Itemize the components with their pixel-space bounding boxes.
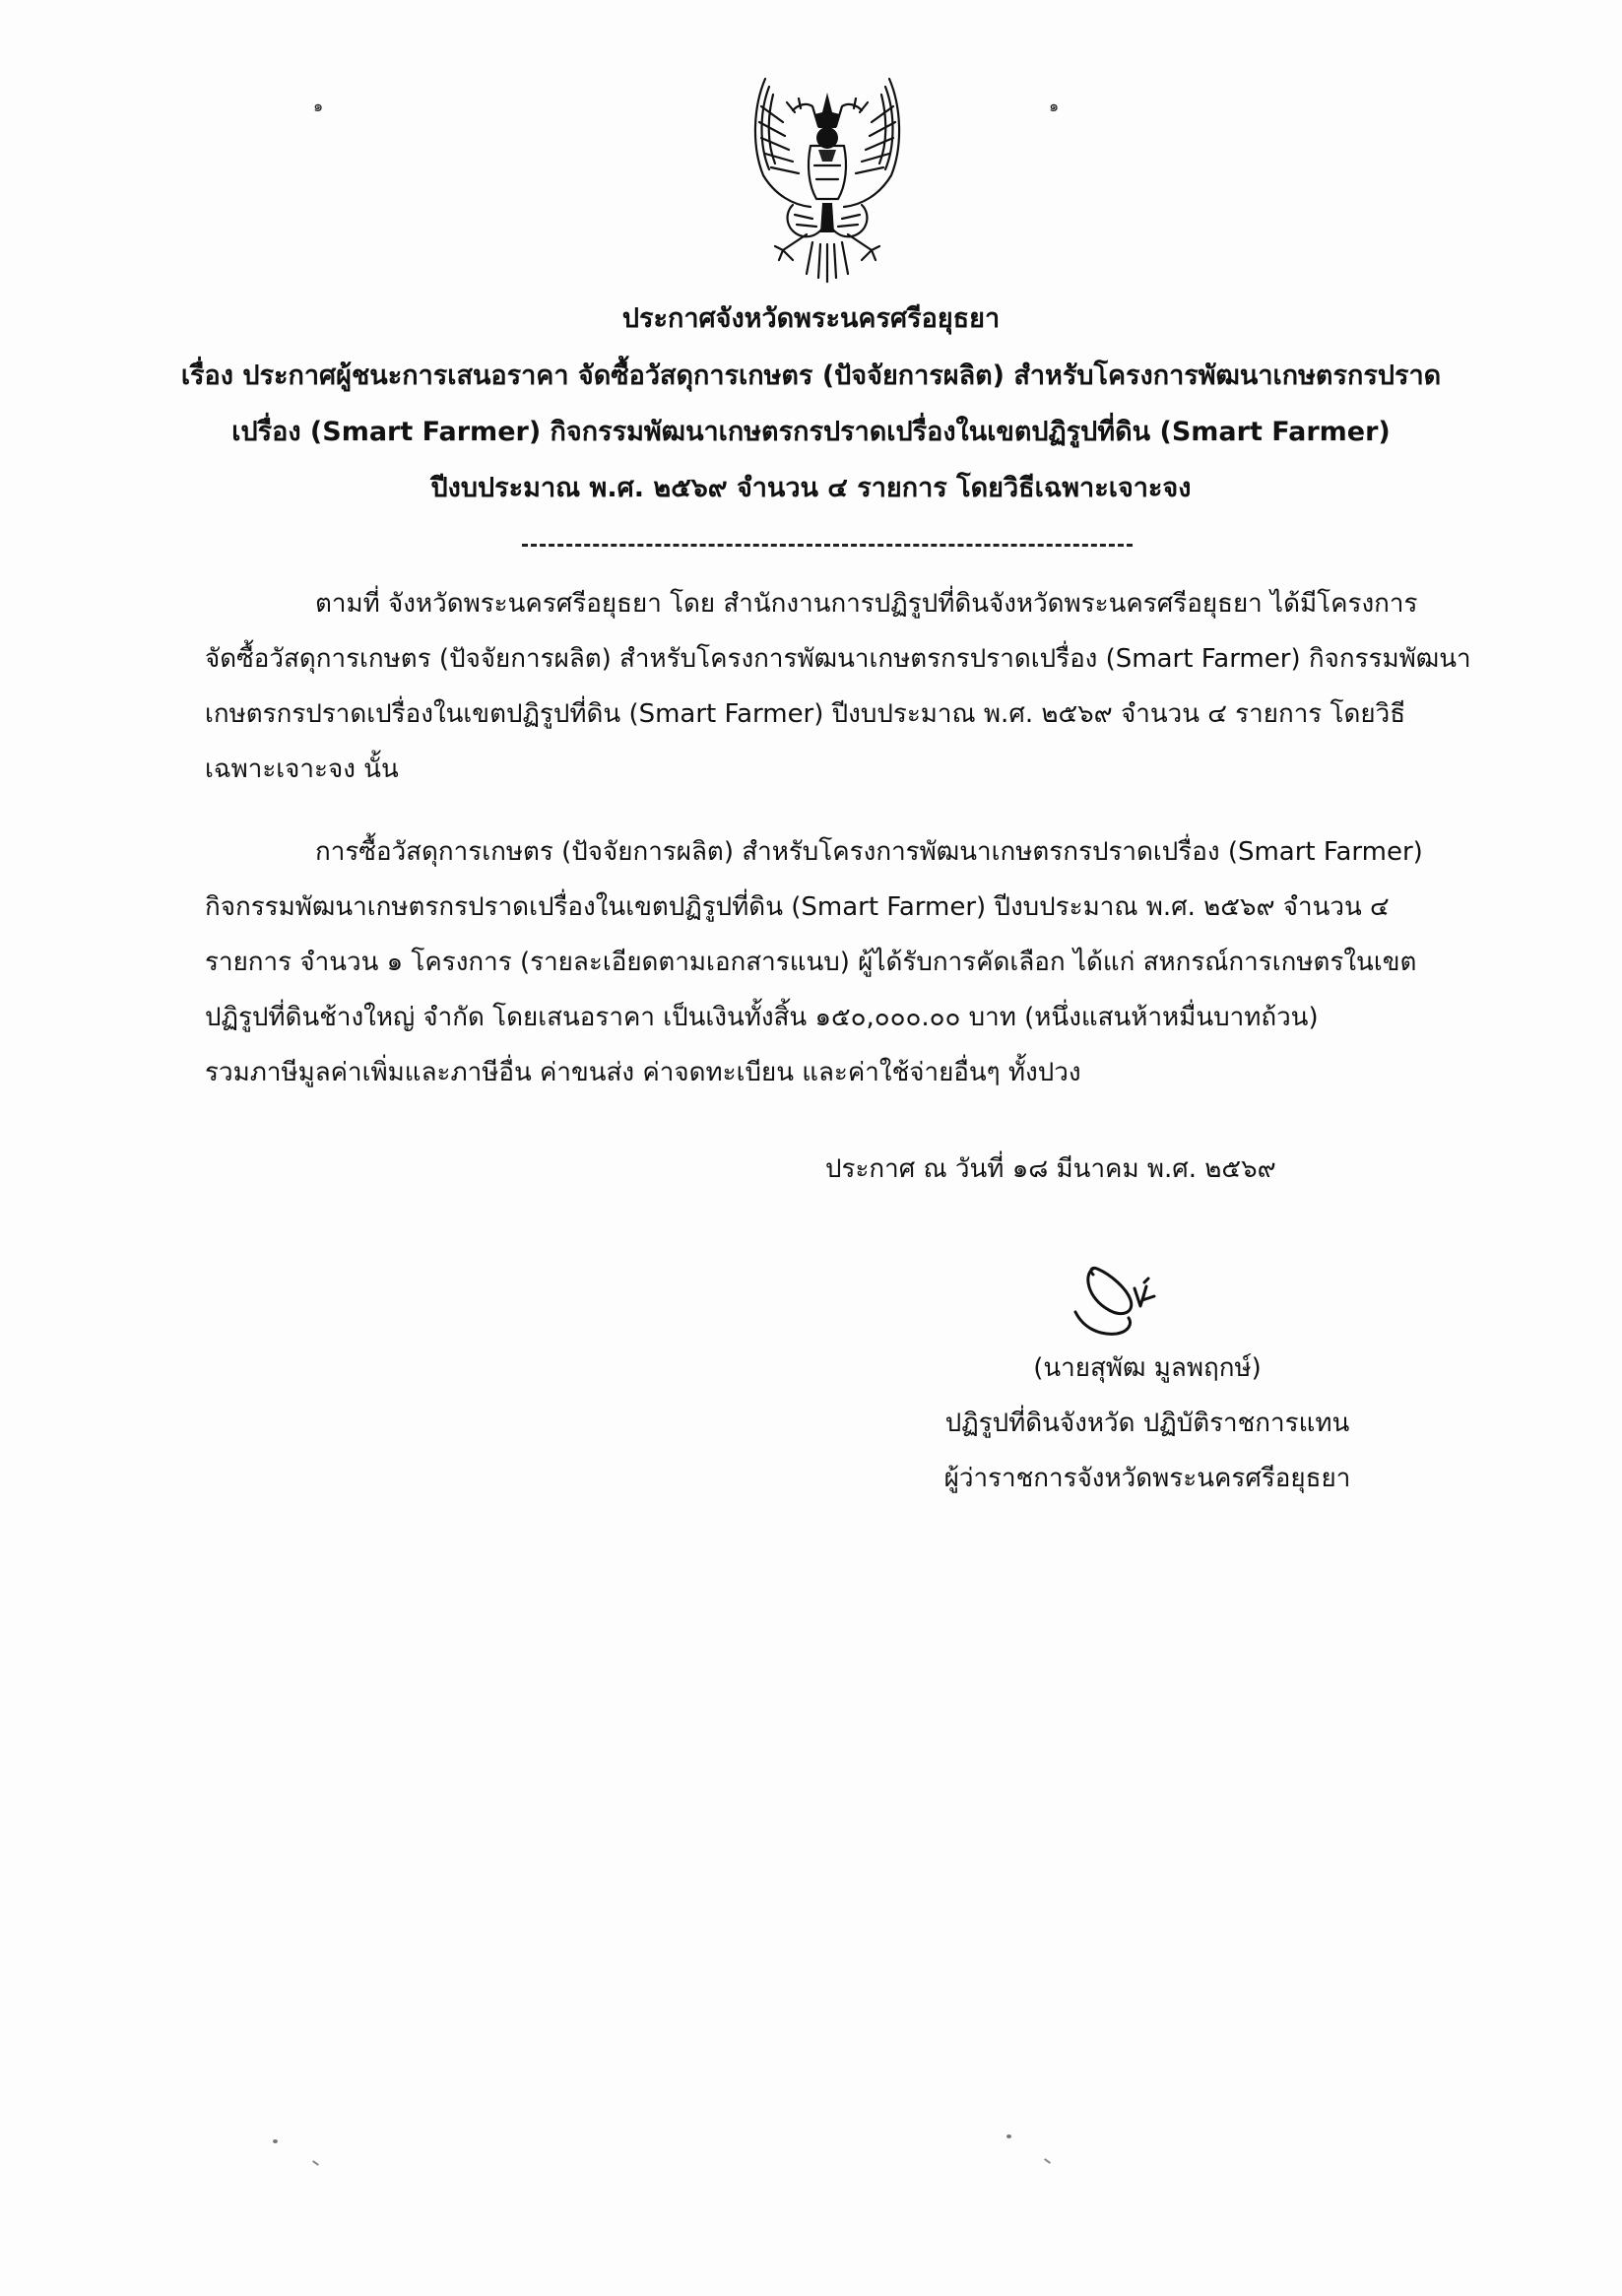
paragraph-1-line-4: เฉพาะเจาะจง นั้น: [205, 754, 399, 784]
paragraph-1-line-1: ตามที่ จังหวัดพระนครศรีอยุธยา โดย สำนักงานการปฏิรูปที่ดินจังหวัดพระนครศรีอยุธยา ได้มีโครงการ: [315, 589, 1418, 619]
signatory-name: (นายสุพัฒ มูลพฤกษ์): [1033, 1353, 1262, 1383]
scan-speck: [273, 2139, 278, 2143]
scan-speck: [1044, 2158, 1051, 2164]
signatory-position-2: ผู้ว่าราชการจังหวัดพระนครศรีอยุธยา: [943, 1464, 1351, 1493]
scan-speck: [1006, 2134, 1011, 2138]
paragraph-1-line-2: จัดซื้อวัสดุการเกษตร (ปัจจัยการผลิต) สำหรับโครงการพัฒนาเกษตรกรปราดเปรื่อง (Smart Farmer) กิจกรรมพัฒนา: [205, 644, 1471, 674]
handwritten-signature-icon: [1073, 1261, 1182, 1340]
subject-line-2: เปรื่อง (Smart Farmer) กิจกรรมพัฒนาเกษตรกรปราดเปรื่องในเขตปฏิรูปที่ดิน (Smart Farmer): [231, 417, 1391, 447]
paragraph-2-line-3: รายการ จำนวน ๑ โครงการ (รายละเอียดตามเอกสารแนบ) ผู้ได้รับการคัดเลือก ได้แก่ สหกรณ์การเกษตรในเขต: [205, 948, 1417, 977]
page-mark-right: ๑: [1049, 97, 1060, 115]
page-mark-left: ๑: [313, 97, 324, 115]
paragraph-2-line-5: รวมภาษีมูลค่าเพิ่มและภาษีอื่น ค่าขนส่ง ค่าจดทะเบียน และค่าใช้จ่ายอื่นๆ ทั้งปวง: [205, 1058, 1081, 1087]
paragraph-2-line-4: ปฏิรูปที่ดินช้างใหญ่ จำกัด โดยเสนอราคา เป็นเงินทั้งสิ้น ๑๕๐,๐๐๐.๐๐ บาท (หนึ่งแสนห้าหมื่นบาทถ้วน): [205, 1003, 1319, 1032]
scan-speck: [312, 2160, 319, 2166]
subject-line-1: เรื่อง ประกาศผู้ชนะการเสนอราคา จัดซื้อวัสดุการเกษตร (ปัจจัยการผลิต) สำหรับโครงการพัฒนาเกษตรกรปราด: [180, 361, 1442, 391]
paragraph-2-line-2: กิจกรรมพัฒนาเกษตรกรปราดเปรื่องในเขตปฏิรูปที่ดิน (Smart Farmer) ปีงบประมาณ พ.ศ. ๒๕๖๙ จำนวน ๔: [205, 892, 1390, 922]
garuda-emblem-icon: [724, 67, 931, 289]
signatory-position-1: ปฏิรูปที่ดินจังหวัด ปฏิบัติราชการแทน: [944, 1409, 1350, 1438]
subject-line-3: ปีงบประมาณ พ.ศ. ๒๕๖๙ จำนวน ๔ รายการ โดยวิธีเฉพาะเจาะจง: [430, 473, 1192, 503]
separator-line: [522, 544, 1133, 547]
page-title: ประกาศจังหวัดพระนครศรีอยุธยา: [621, 303, 1001, 334]
paragraph-1-line-3: เกษตรกรปราดเปรื่องในเขตปฏิรูปที่ดิน (Smart Farmer) ปีงบประมาณ พ.ศ. ๒๕๖๙ จำนวน ๔ รายการ โดยวิธี: [205, 699, 1406, 729]
paragraph-2-line-1: การซื้อวัสดุการเกษตร (ปัจจัยการผลิต) สำหรับโครงการพัฒนาเกษตรกรปราดเปรื่อง (Smart Farmer): [315, 837, 1423, 867]
announcement-date: ประกาศ ณ วันที่ ๑๘ มีนาคม พ.ศ. ๒๕๖๙: [825, 1154, 1276, 1184]
